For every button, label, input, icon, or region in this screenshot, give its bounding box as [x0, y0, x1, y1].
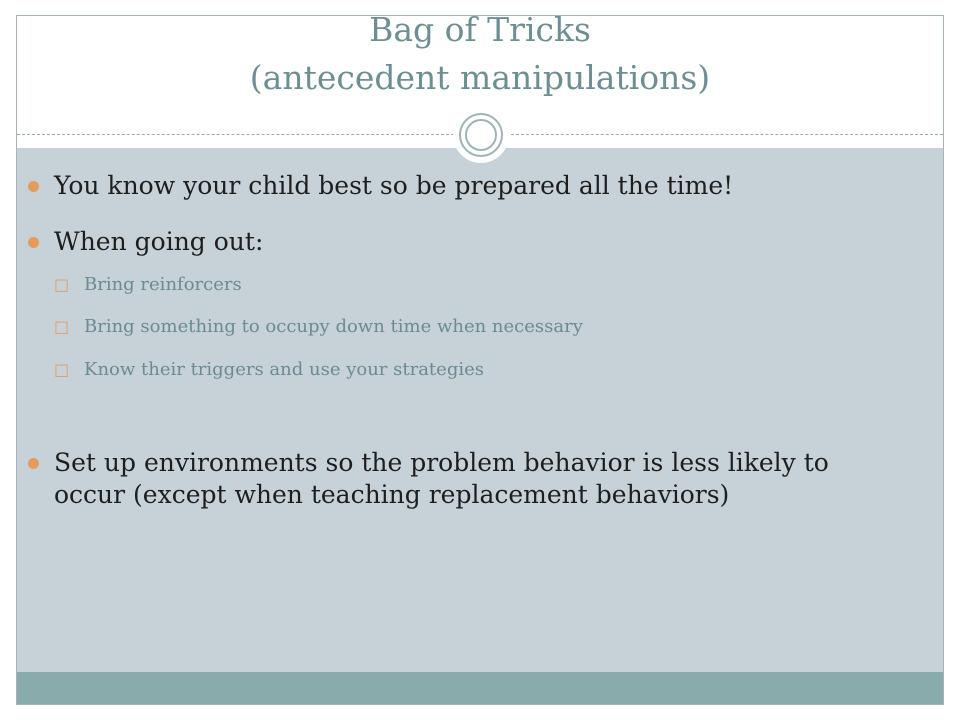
sub-bullet-item	[54, 358, 864, 382]
round-bullet-icon	[28, 237, 39, 248]
sub-bullet-item	[54, 273, 864, 297]
round-bullet-icon	[28, 458, 39, 469]
slide-title-line-1: Bag of Tricks	[369, 15, 591, 49]
sub-bullet-text: Bring something to occupy down time when necessary	[84, 316, 583, 337]
square-bullet-icon: □	[54, 360, 70, 379]
round-bullet-icon	[28, 181, 39, 192]
sub-bullet-text: Know their triggers and use your strategies	[84, 359, 484, 380]
bullet-item	[54, 170, 894, 202]
square-bullet-icon: □	[54, 317, 70, 336]
bullet-text: You know your child best so be prepared all the time!	[54, 171, 734, 200]
double-ring-icon	[453, 107, 509, 163]
bullet-text: Set up environments so the problem behavior is less likely to occur (except when teaching replacement behaviors)	[54, 448, 829, 509]
square-bullet-icon: □	[54, 275, 70, 294]
outer-ring	[459, 113, 503, 157]
slide-title-line-2: (antecedent manipulations)	[249, 58, 711, 97]
inner-ring	[465, 119, 497, 151]
sub-bullet-text: Bring reinforcers	[84, 274, 242, 295]
bullet-item	[54, 447, 902, 511]
footer-bar	[17, 672, 943, 705]
sub-bullet-item	[54, 315, 864, 339]
bullet-text: When going out:	[54, 227, 264, 256]
bullet-item	[54, 226, 894, 258]
